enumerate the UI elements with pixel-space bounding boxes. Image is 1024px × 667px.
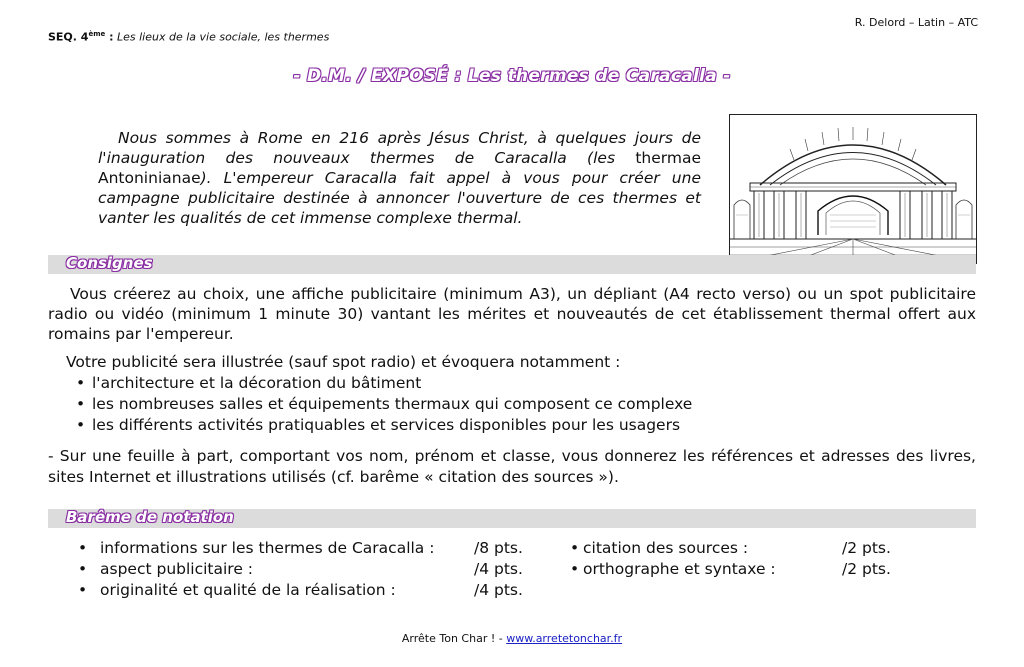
- intro-latin-name: thermae Antoninianae: [98, 149, 701, 187]
- bareme-left-label: aspect publicitaire :: [100, 560, 254, 578]
- bullet-icon: •: [570, 539, 580, 557]
- list-item: • les différents activités pratiquables et services disponibles pour les usagers: [76, 415, 692, 436]
- intro-paragraph: [98, 128, 701, 228]
- footer: [0, 632, 1024, 645]
- list-item: • l'architecture et la décoration du bâtiment: [76, 373, 692, 394]
- bareme-right-points: /2 pts.: [842, 560, 891, 578]
- bareme-left-points: /4 pts.: [474, 560, 523, 578]
- sequence-sup: ème: [88, 30, 106, 38]
- footer-link[interactable]: www.arretetonchar.fr: [506, 632, 623, 645]
- list-item: • les nombreuses salles et équipements thermaux qui composent ce complexe: [76, 394, 692, 415]
- bullet-icon: •: [78, 581, 88, 599]
- sequence-label: SEQ. 4: [48, 30, 89, 44]
- bareme-heading: Barême de notation: [66, 508, 234, 526]
- intro-part2: ). L'empereur Caracalla fait appel à vous pour créer une campagne publicitaire destinée à annoncer l'ouverture de ces thermes et vanter les qualités de cet immense complexe thermal.: [98, 169, 701, 227]
- thermae-interior-engraving-icon: [730, 115, 976, 263]
- thermae-illustration: [729, 114, 977, 264]
- bareme-right-points: /2 pts.: [842, 539, 891, 557]
- intro-part1: Nous sommes à Rome en 216 après Jésus Christ, à quelques jours de l'inauguration des nouveaux thermes de Caracalla (les: [98, 129, 701, 167]
- bullet-icon: •: [78, 539, 88, 557]
- bareme-right-label: citation des sources :: [583, 539, 749, 557]
- sequence-subtitle: Les lieux de la vie sociale, les thermes: [116, 30, 330, 44]
- consignes-paragraph-1: Vous créerez au choix, une affiche publicitaire (minimum A3), un dépliant (A4 recto verso) ou un spot publicitaire radio ou vidéo (minimum 1 minute 30) vantant les mérites et nouveautés de cet établissement thermal offert aux romains par l'empereur.: [48, 285, 976, 343]
- bareme-right-label: orthographe et syntaxe :: [583, 560, 776, 578]
- footer-text: Arrête Ton Char ! -: [401, 632, 507, 645]
- bareme-left-label: originalité et qualité de la réalisation :: [100, 581, 396, 599]
- sequence-colon: :: [105, 30, 114, 44]
- bullet-icon: •: [570, 560, 580, 578]
- consignes-paragraph-2: Votre publicité sera illustrée (sauf spot radio) et évoquera notamment :: [66, 353, 621, 371]
- consignes-heading: Consignes: [66, 254, 153, 272]
- consignes-paragraph-3: - Sur une feuille à part, comportant vos nom, prénom et classe, vous donnerez les références et adresses des livres, sites Internet et illustrations utilisés (cf. barême « citation des sources »).: [48, 447, 976, 486]
- bullet-icon: •: [78, 560, 88, 578]
- consignes-bullet-list: [76, 373, 692, 436]
- author-line: R. Delord – Latin – ATC: [854, 16, 978, 29]
- bareme-left-points: /4 pts.: [474, 581, 523, 599]
- consignes-section-bar: [48, 255, 976, 274]
- bareme-left-label: informations sur les thermes de Caracalla :: [100, 539, 435, 557]
- page-title: - D.M. / EXPOSÉ : Les thermes de Caracalla -: [293, 66, 731, 86]
- bareme-left-points: /8 pts.: [474, 539, 523, 557]
- sequence-header: [48, 30, 329, 44]
